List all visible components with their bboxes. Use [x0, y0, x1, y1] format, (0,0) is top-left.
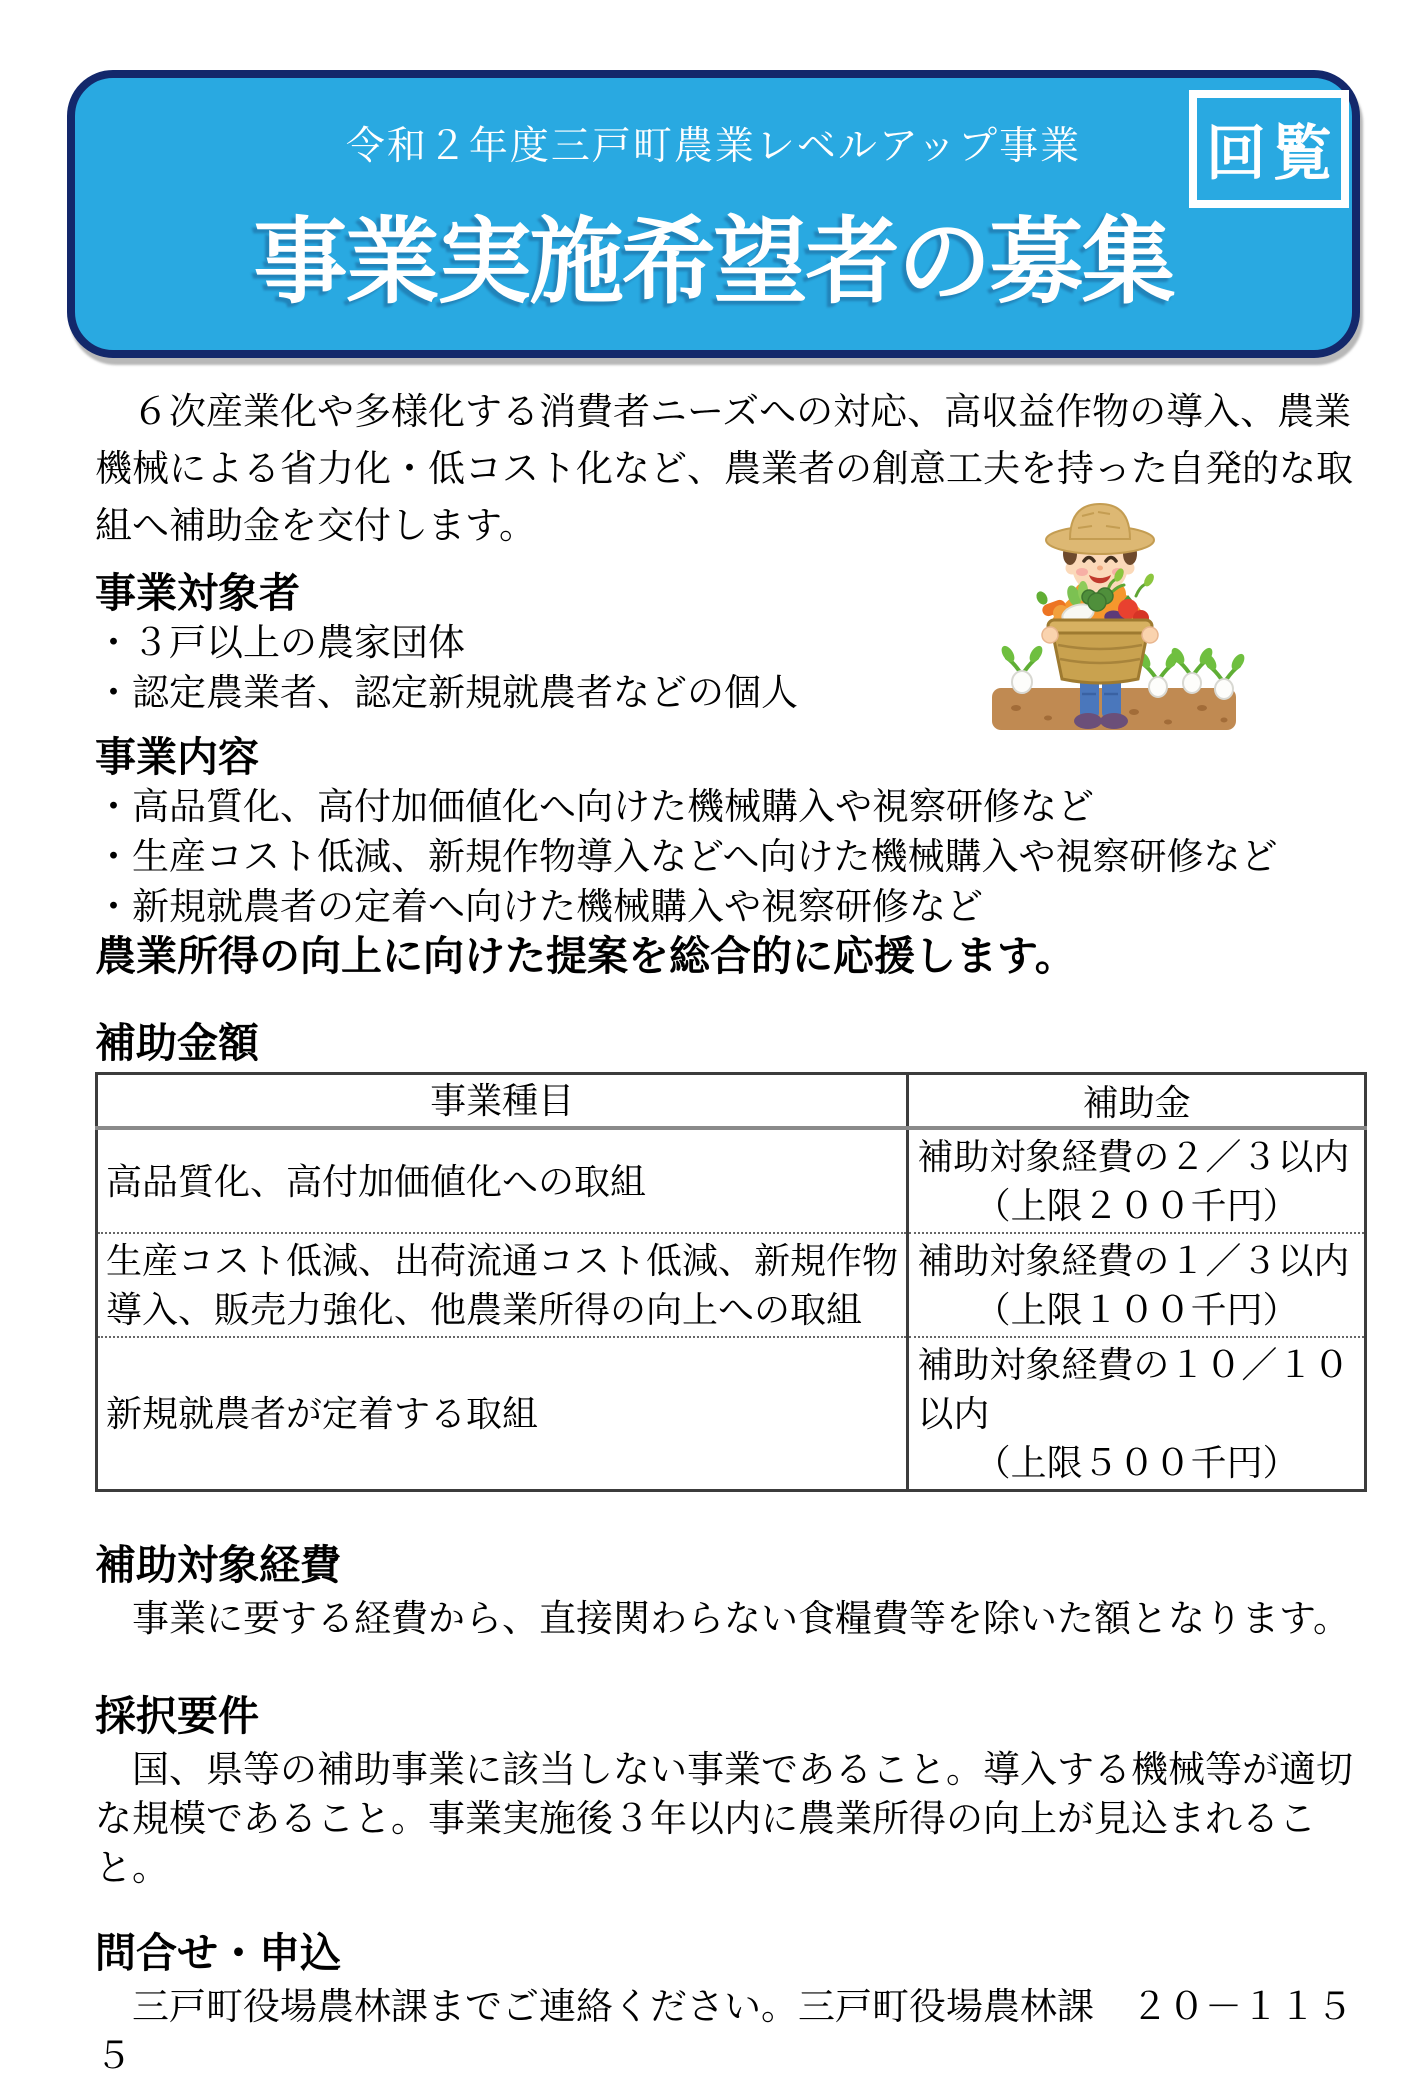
bullet-item: ・認定農業者、認定新規就農者などの個人	[95, 672, 798, 713]
table-header-item: 事業種目	[97, 1074, 908, 1129]
subsidy-limit: （上限２００千円）	[974, 1185, 1299, 1226]
section-heading-target: 事業対象者	[95, 570, 300, 616]
table-header-subsidy: 補助金	[908, 1074, 1366, 1129]
section-heading-subsidy: 補助金額	[95, 1020, 259, 1066]
badge-label: 回覧	[1206, 120, 1338, 187]
table-cell-subsidy	[908, 1337, 1366, 1491]
table-cell-item: 生産コスト低減、出荷流通コスト低減、新規作物導入、販売力強化、他農業所得の向上への取組	[97, 1233, 908, 1337]
subsidy-table	[95, 1072, 1367, 1492]
bullet-item: ・３戸以上の農家団体	[95, 622, 465, 663]
table-cell-subsidy	[908, 1128, 1366, 1233]
bullet-item: ・生産コスト低減、新規作物導入などへ向けた機械購入や視察研修など	[95, 836, 1278, 877]
document-body	[95, 383, 1367, 2080]
table-header-row	[97, 1074, 1366, 1129]
section-heading-expenses: 補助対象経費	[95, 1542, 341, 1588]
section-heading-requirements: 採択要件	[95, 1693, 259, 1739]
header-subtitle: 令和２年度三戸町農業レベルアップ事業	[345, 125, 1082, 168]
emphasis-text: 農業所得の向上に向けた提案を総合的に応援します。	[95, 933, 1076, 979]
table-row	[97, 1233, 1366, 1337]
subsidy-limit: （上限５００千円）	[974, 1442, 1299, 1483]
subsidy-rate: 以内	[917, 1393, 990, 1434]
subsidy-limit: （上限１００千円）	[974, 1289, 1299, 1330]
header-banner	[67, 70, 1360, 358]
table-row	[97, 1128, 1366, 1233]
table-cell-subsidy	[908, 1233, 1366, 1337]
table-cell-item: 高品質化、高付加価値化への取組	[97, 1128, 908, 1233]
section-heading-contact: 問合せ・申込	[95, 1930, 341, 1976]
bullet-item: ・高品質化、高付加価値化へ向けた機械購入や視察研修など	[95, 786, 1094, 827]
table-cell-item: 新規就農者が定着する取組	[97, 1337, 908, 1491]
subsidy-rate: 補助対象経費の１／３以内	[917, 1240, 1350, 1281]
table-row	[97, 1337, 1366, 1491]
intro-paragraph: ６次産業化や多様化する消費者ニーズへの対応、高収益作物の導入、農業機械による省力化・低コスト化など、農業者の創意工夫を持った自発的な取組へ補助金を交付します。	[95, 391, 1353, 546]
circulation-stamp-badge	[1189, 90, 1349, 208]
section-heading-program: 事業内容	[95, 734, 259, 780]
requirements-body: 国、県等の補助事業に該当しない事業であること。導入する機械等が適切な規模であること。事業実施後３年以内に農業所得の向上が見込まれること。	[95, 1749, 1353, 1888]
subsidy-rate: 補助対象経費の２／３以内	[917, 1136, 1350, 1177]
expenses-body: 事業に要する経費から、直接関わらない食糧費等を除いた額となります。	[95, 1598, 1351, 1639]
page-title: 事業実施希望者の募集	[253, 209, 1174, 314]
contact-body: 三戸町役場農林課までご連絡ください。三戸町役場農林課 ２０－１１５５	[95, 1986, 1353, 2076]
subsidy-rate: 補助対象経費の１０／１０	[917, 1344, 1350, 1385]
bullet-item: ・新規就農者の定着へ向けた機械購入や視察研修など	[95, 886, 983, 927]
